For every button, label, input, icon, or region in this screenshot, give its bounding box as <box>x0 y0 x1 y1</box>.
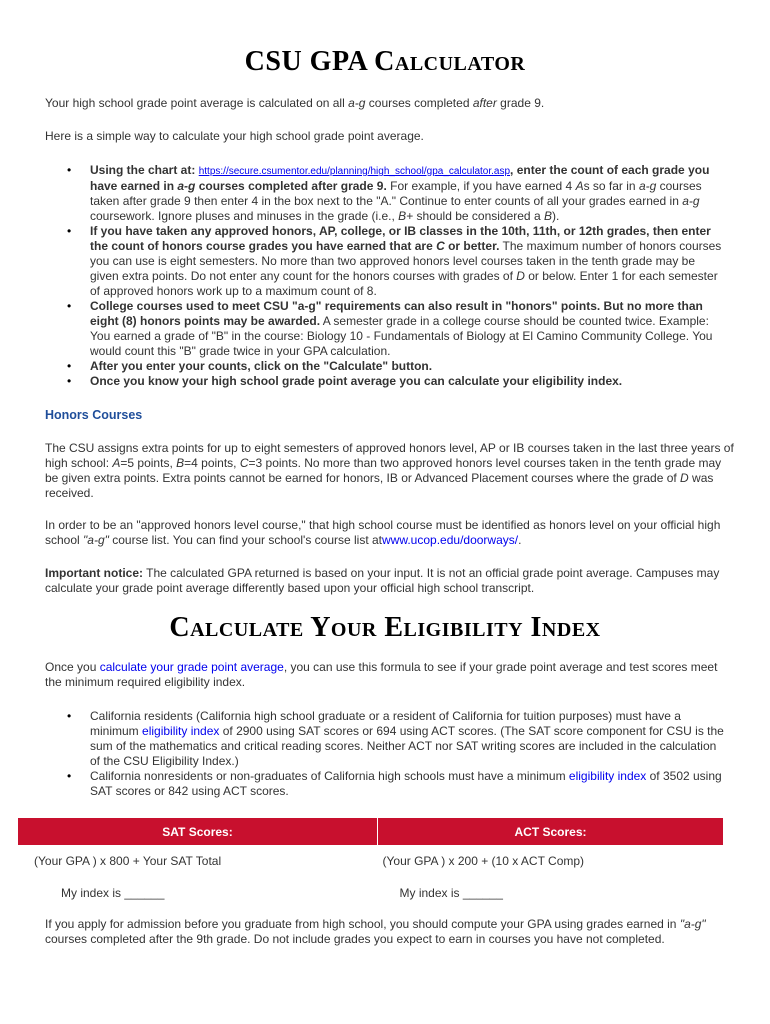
list-item: • California nonresidents or non-graduates of California high schools must have a minimum eligibility index of 3502 using SAT scores or 842 using ACT scores. <box>45 769 725 799</box>
eligibility-list <box>45 709 725 799</box>
list-item: • Once you know your high school grade point average you can calculate your eligibility index. <box>45 374 725 389</box>
intro-paragraph-1: Your high school grade point average is calculated on all a-g courses completed after grade 9. <box>45 96 545 110</box>
sat-formula: (Your GPA ) x 800 + Your SAT Total <box>34 854 222 868</box>
footer-paragraph: If you apply for admission before you graduate from high school, you should compute your GPA using grades earned in "a-g" courses completed after the 9th grade. Do not include grades you expect to earn in courses you have not completed. <box>45 917 706 946</box>
doorways-link[interactable]: www.ucop.edu/doorways/ <box>382 533 519 547</box>
sat-index-line: My index is ______ <box>61 886 165 900</box>
list-item: • California residents (California high school graduate or a resident of California for tuition purposes) must have a minimum eligibility index of 2900 using SAT scores or 694 using ACT scores. (The SAT score component for CSU is the sum of the mathematics and critical reading scores. Neither ACT nor SAT writing scores are included in the calculation of the CSU Eligibility Index.) <box>45 709 725 769</box>
gpa-calculator-link[interactable]: https://secure.csumentor.edu/planning/high_school/gpa_calculator.asp <box>198 166 511 177</box>
sat-scores-header: SAT Scores: <box>18 818 378 845</box>
table-row <box>18 877 724 909</box>
list-item: • Using the chart at: https://secure.csumentor.edu/planning/high_school/gpa_calculator.asp, enter the count of each grade you have earned in a-g courses completed after grade 9. For example, if you have earned 4 As so far in a-g courses taken after grade 9 then enter 4 in the box next to the "A." Continue to enter counts of all your grades earned in a-g coursework. Ignore pluses and minuses in the grade (i.e., B+ should be considered a B). <box>45 163 725 224</box>
list-item: • College courses used to meet CSU "a-g" requirements can also result in "honors" points. But no more than eight (8) honors points may be awarded. A semester grade in a college course should be counted twice. Example: You earned a grade of "B" in the course: Biology 10 - Fundamentals of Biology at El Camino Community College. You would count this "B" grade twice in your GPA calculation. <box>45 299 725 359</box>
instructions-list <box>45 163 725 389</box>
eligibility-index-link[interactable]: eligibility index <box>142 724 220 738</box>
calculate-gpa-link[interactable]: calculate your grade point average <box>99 660 284 674</box>
list-item: • If you have taken any approved honors, AP, college, or IB classes in the 10th, 11th, or 12th grades, then enter the count of honors course grades you have earned that are C or better. The maximum number of honors courses you can use is eight semesters. No more than two approved honors level courses taken in the tenth grade may be given extra points. Do not enter any count for the honors courses with grades of D or below. Enter 1 for each semester of approved honors work up to a maximum count of 8. <box>45 224 725 299</box>
important-notice: Important notice: The calculated GPA returned is based on your input. It is not an official grade point average. Campuses may calculate your grade point average differently based upon your official high school transcript. <box>45 566 720 595</box>
list-item: • After you enter your counts, click on the "Calculate" button. <box>45 359 725 374</box>
eligibility-index-link[interactable]: eligibility index <box>568 769 647 783</box>
intro-paragraph-2: Here is a simple way to calculate your high school grade point average. <box>45 129 424 143</box>
page-title: CSU GPA Calculator <box>244 46 526 77</box>
scores-table <box>18 818 724 909</box>
eligibility-title: Calculate Your Eligibility Index <box>169 612 601 643</box>
act-scores-header: ACT Scores: <box>378 818 724 845</box>
honors-paragraph-1: The CSU assigns extra points for up to eight semesters of approved honors level, AP or IB courses taken in the last three years of high school: A=5 points, B=4 points, C=3 points. No more than two approved honors level courses taken in the tenth grade may be given extra points. Extra points cannot be earned for honors, IB or Advanced Placement courses where the grade of D was received. <box>45 441 734 500</box>
eligibility-paragraph: Once you calculate your grade point average, you can use this formula to see if your grade point average and test scores meet the minimum required eligibility index. <box>45 660 718 689</box>
table-row <box>18 845 724 877</box>
honors-paragraph-2: In order to be an "approved honors level course," that high school course must be identified as honors level on your official high school "a-g" course list. You can find your school's course list atwww.ucop.edu/doorways/. <box>45 518 721 547</box>
honors-heading: Honors Courses <box>45 408 143 422</box>
act-formula: (Your GPA ) x 200 + (10 x ACT Comp) <box>382 854 585 868</box>
act-index-line: My index is ______ <box>399 886 503 900</box>
table-header-row <box>18 818 724 845</box>
